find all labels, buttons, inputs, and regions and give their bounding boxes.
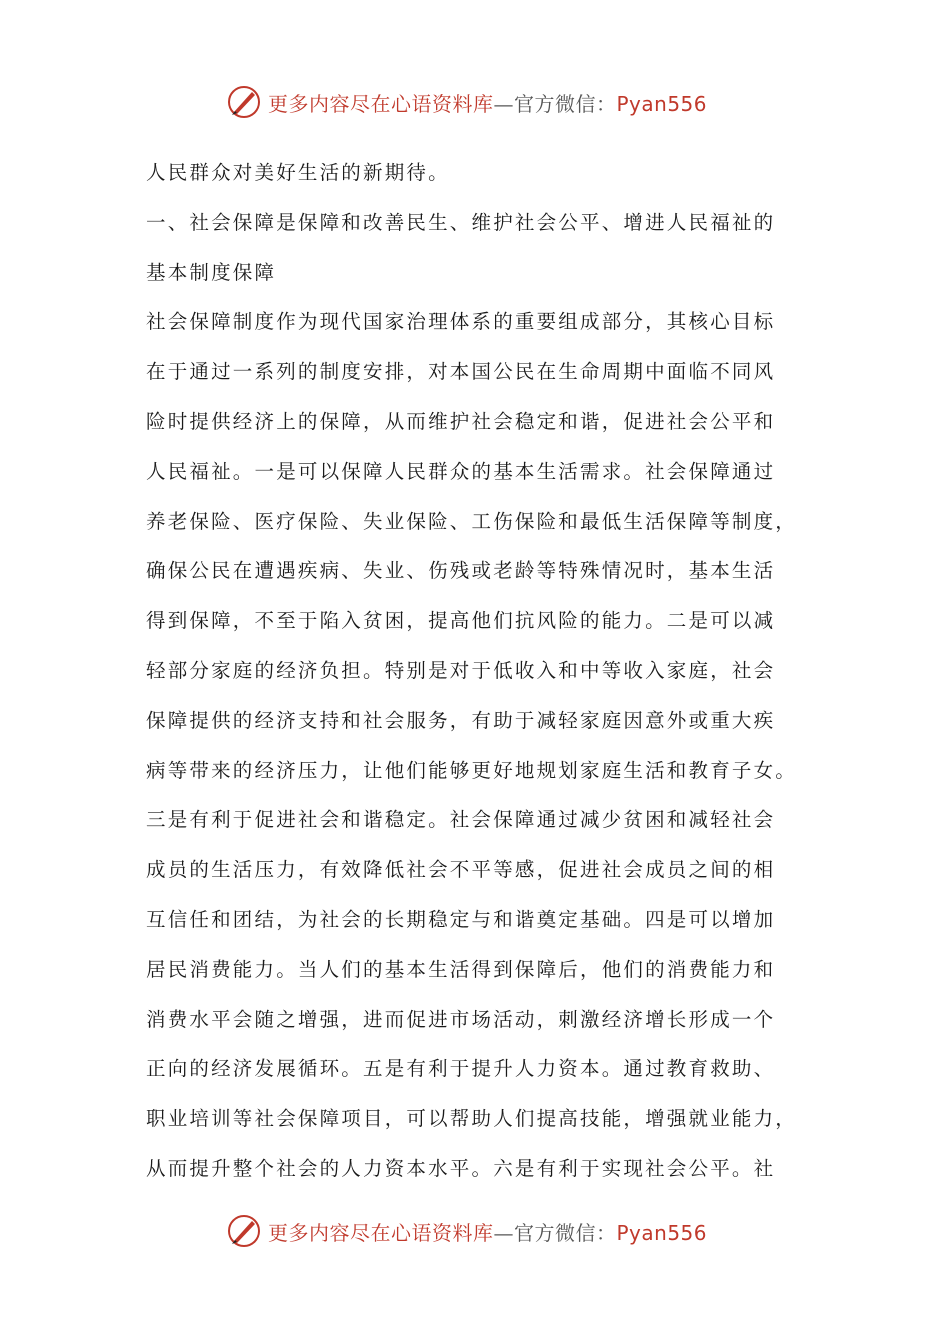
text-line: 确保公民在遭遇疾病、失业、伤残或老龄等特殊情况时，基本生活 (146, 559, 776, 583)
text-line: 险时提供经济上的保障，从而维护社会稳定和谐，促进社会公平和 (146, 409, 776, 433)
text-line: 基本制度保障 (146, 260, 277, 284)
header-watermark (226, 82, 707, 122)
text-line: 成员的生活压力，有效降低社会不平等感，促进社会成员之间的相 (146, 858, 776, 882)
text-line: 消费水平会随之增强，进而促进市场活动，刺激经济增长形成一个 (146, 1007, 776, 1031)
text-line: 居民消费能力。当人们的基本生活得到保障后，他们的消费能力和 (146, 957, 776, 981)
text-line: 三是有利于促进社会和谐稳定。社会保障通过减少贫困和减轻社会 (146, 808, 776, 832)
watermark-text: 更多内容尽在心语资料库—官方微信：Pyan556 (268, 1220, 708, 1245)
text-line: 互信任和团结，为社会的长期稳定与和谐奠定基础。四是可以增加 (146, 907, 776, 931)
text-line: 得到保障，不至于陷入贫困，提高他们抗风险的能力。二是可以减 (146, 609, 776, 633)
text-line: 正向的经济发展循环。五是有利于提升人力资本。通过教育救助、 (146, 1057, 776, 1081)
text-line: 病等带来的经济压力，让他们能够更好地规划家庭生活和教育子女。 (146, 758, 798, 782)
text-line: 社会保障制度作为现代国家治理体系的重要组成部分，其核心目标 (146, 310, 776, 334)
pen-logo-icon (226, 1213, 262, 1249)
text-line: 保障提供的经济支持和社会服务，有助于减轻家庭因意外或重大疾 (146, 708, 776, 732)
text-line: 轻部分家庭的经济负担。特别是对于低收入和中等收入家庭，社会 (146, 658, 776, 682)
text-line: 一、社会保障是保障和改善民生、维护社会公平、增进人民福祉的 (146, 210, 776, 234)
text-line: 养老保险、医疗保险、失业保险、工伤保险和最低生活保障等制度， (146, 509, 798, 533)
footer-watermark (226, 1211, 707, 1251)
text-line: 职业培训等社会保障项目，可以帮助人们提高技能，增强就业能力， (146, 1107, 798, 1131)
text-line: 人民福祉。一是可以保障人民群众的基本生活需求。社会保障通过 (146, 459, 776, 483)
document-body (146, 148, 816, 1194)
pen-logo-icon (226, 84, 262, 120)
text-line: 人民群众对美好生活的新期待。 (146, 161, 450, 184)
text-line: 在于通过一系列的制度安排，对本国公民在生命周期中面临不同风 (146, 360, 776, 384)
text-line: 从而提升整个社会的人力资本水平。六是有利于实现社会公平。社 (146, 1156, 776, 1180)
watermark-text: 更多内容尽在心语资料库—官方微信：Pyan556 (268, 91, 708, 116)
